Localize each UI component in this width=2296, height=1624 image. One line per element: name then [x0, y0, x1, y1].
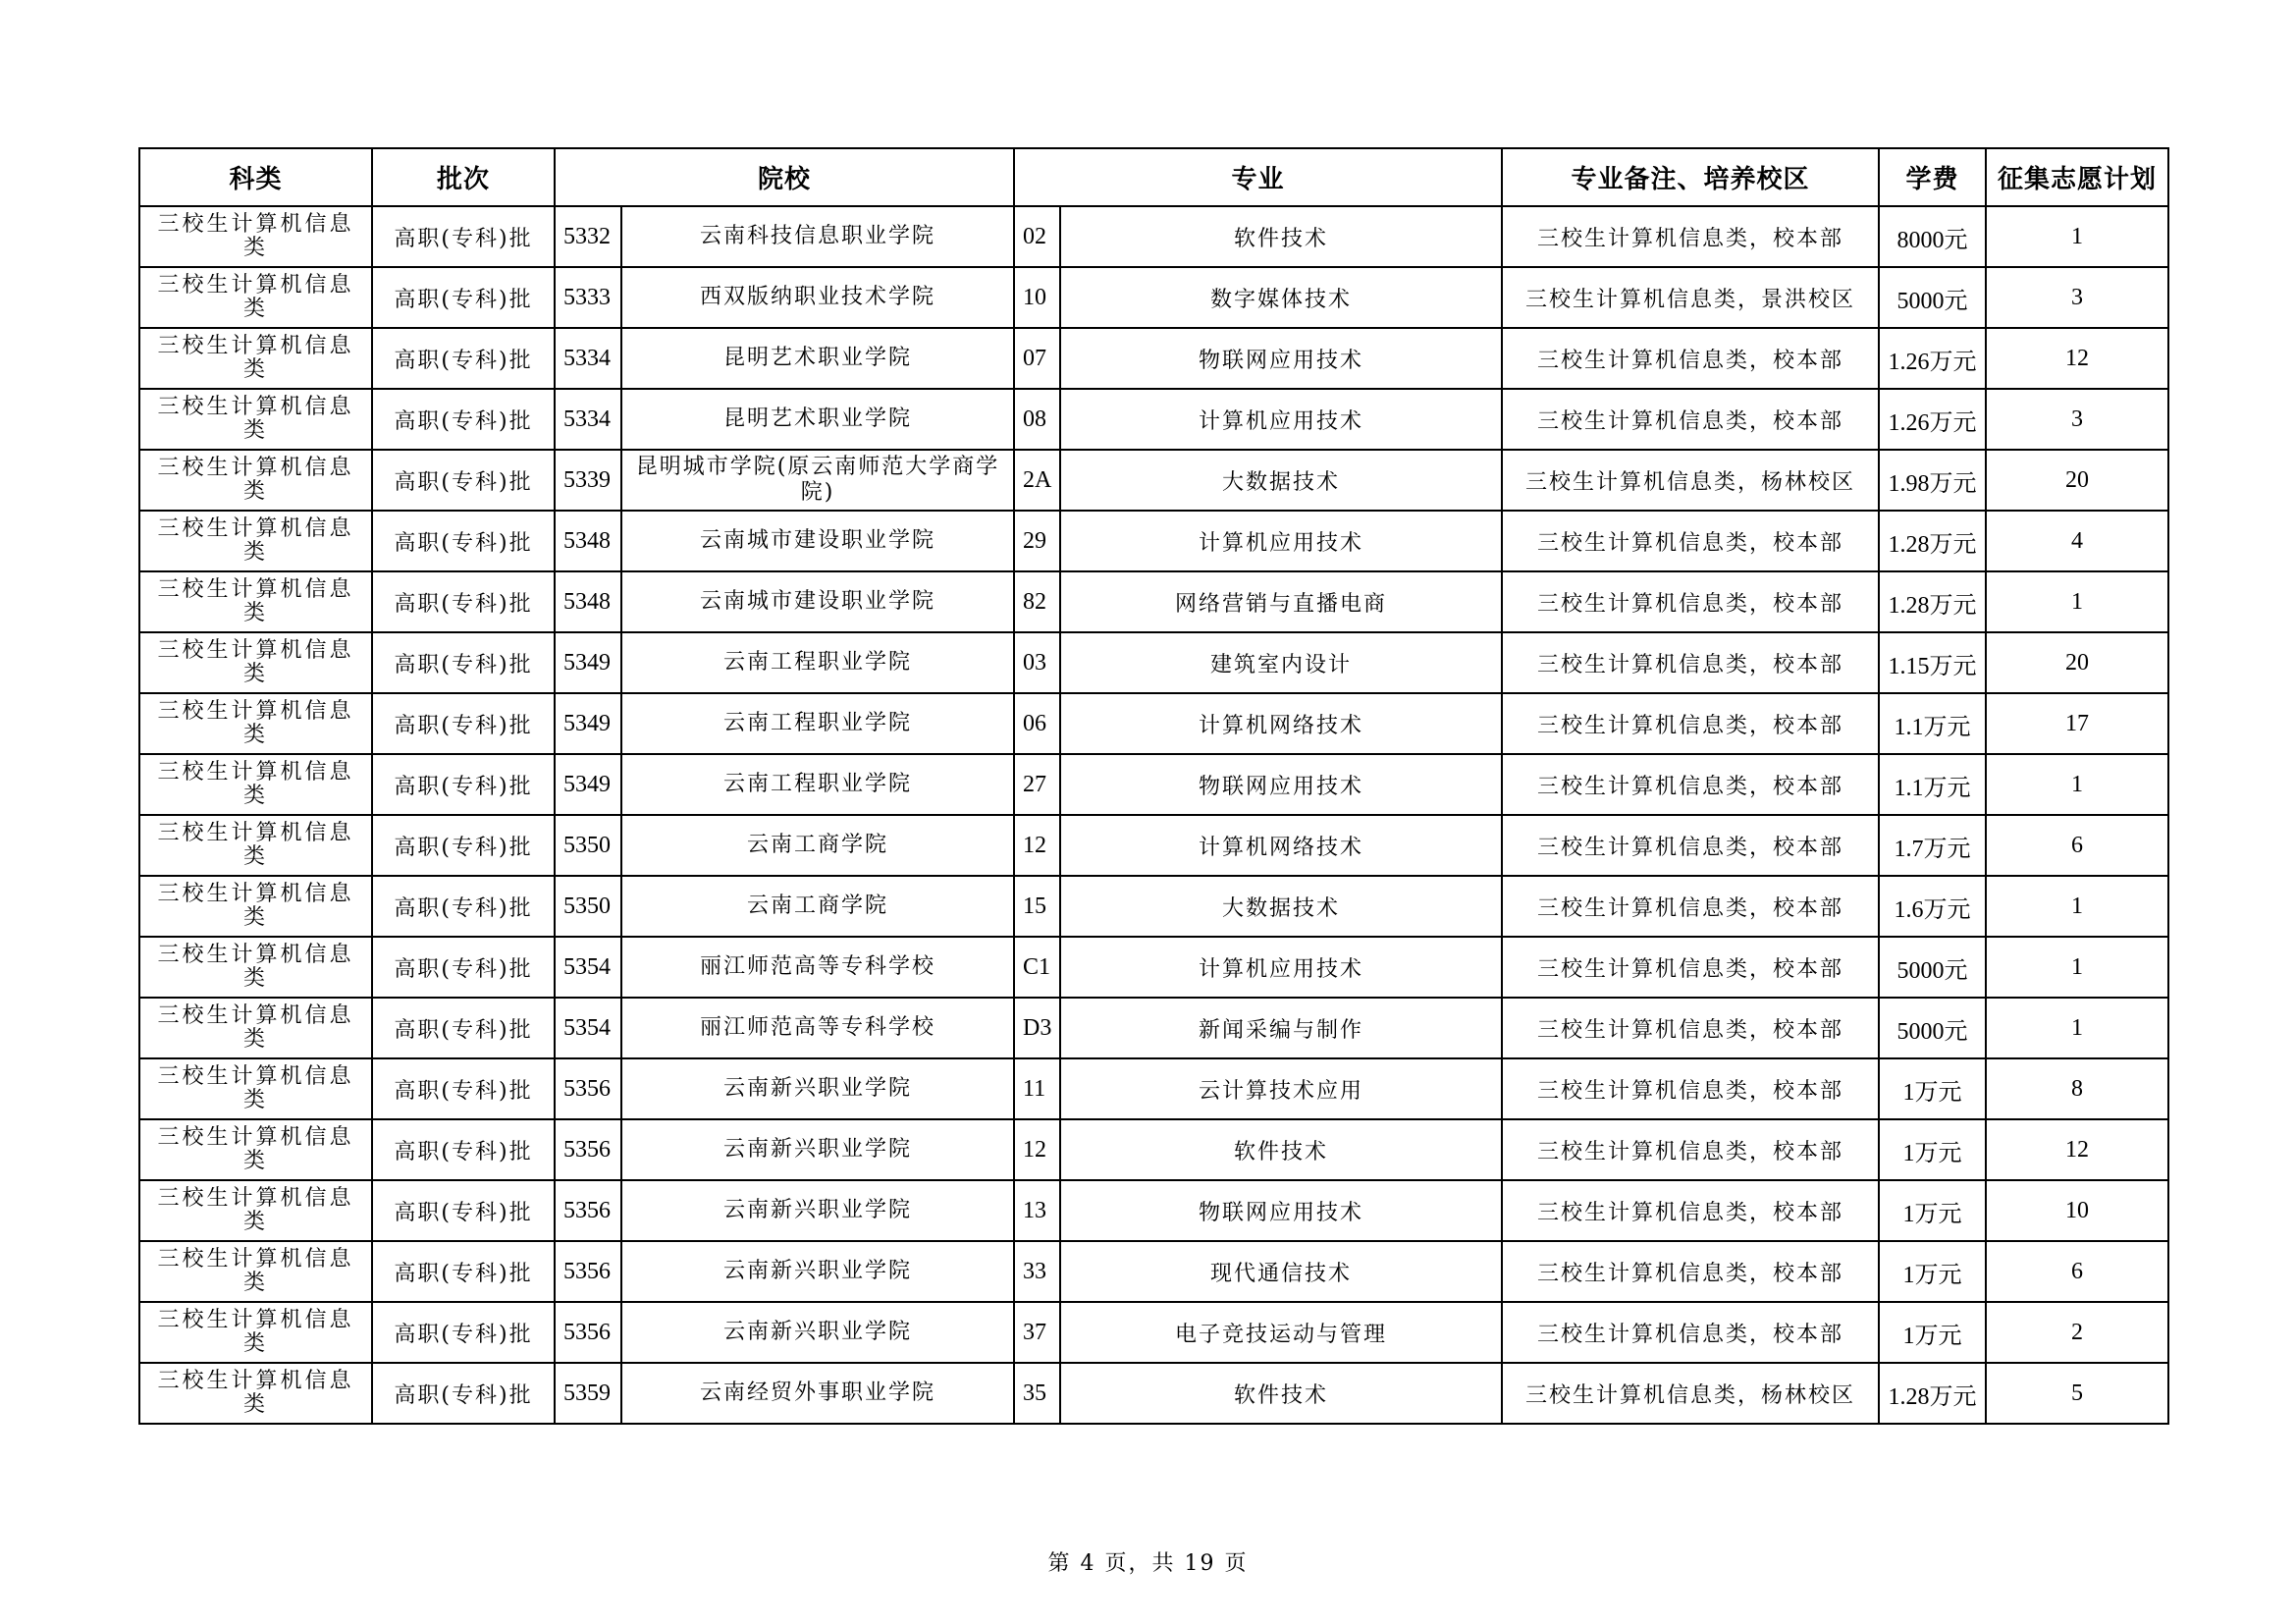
cell-major: 网络营销与直播电商	[1060, 571, 1502, 632]
cell-school-code: 5332	[555, 206, 621, 267]
cell-major-code: 15	[1014, 876, 1060, 937]
cell-school-code: 5339	[555, 450, 621, 511]
cell-school: 云南新兴职业学院	[621, 1241, 1014, 1302]
cell-note: 三校生计算机信息类，校本部	[1502, 754, 1879, 815]
cell-major-code: 06	[1014, 693, 1060, 754]
cell-note: 三校生计算机信息类，校本部	[1502, 328, 1879, 389]
cell-plan: 10	[1986, 1180, 2168, 1241]
cell-note: 三校生计算机信息类，校本部	[1502, 876, 1879, 937]
cell-plan: 12	[1986, 328, 2168, 389]
cell-batch: 高职(专科)批	[372, 389, 555, 450]
cell-school-code: 5334	[555, 328, 621, 389]
cell-note: 三校生计算机信息类，校本部	[1502, 998, 1879, 1058]
cell-major: 计算机应用技术	[1060, 937, 1502, 998]
table-row	[139, 206, 2168, 267]
cell-school-code: 5356	[555, 1058, 621, 1119]
header-fee: 学费	[1879, 148, 1986, 206]
cell-fee: 1.98万元	[1879, 450, 1986, 511]
cell-school: 云南工商学院	[621, 876, 1014, 937]
cell-fee: 5000元	[1879, 267, 1986, 328]
cell-major: 软件技术	[1060, 206, 1502, 267]
table-row	[139, 1302, 2168, 1363]
cell-batch: 高职(专科)批	[372, 1363, 555, 1424]
cell-major-code: 27	[1014, 754, 1060, 815]
cell-school-code: 5354	[555, 998, 621, 1058]
cell-major-code: 10	[1014, 267, 1060, 328]
cell-batch: 高职(专科)批	[372, 1119, 555, 1180]
header-category: 科类	[139, 148, 372, 206]
cell-major-code: 29	[1014, 511, 1060, 571]
cell-fee: 1万元	[1879, 1119, 1986, 1180]
cell-batch: 高职(专科)批	[372, 815, 555, 876]
cell-school: 云南新兴职业学院	[621, 1058, 1014, 1119]
cell-category: 三校生计算机信息类	[139, 206, 372, 267]
table-row	[139, 1180, 2168, 1241]
cell-fee: 1.26万元	[1879, 328, 1986, 389]
cell-fee: 1万元	[1879, 1180, 1986, 1241]
cell-category: 三校生计算机信息类	[139, 754, 372, 815]
cell-major: 计算机应用技术	[1060, 389, 1502, 450]
cell-batch: 高职(专科)批	[372, 511, 555, 571]
cell-school: 云南新兴职业学院	[621, 1302, 1014, 1363]
cell-school-code: 5350	[555, 815, 621, 876]
cell-category: 三校生计算机信息类	[139, 998, 372, 1058]
table-row	[139, 1058, 2168, 1119]
cell-plan: 1	[1986, 998, 2168, 1058]
cell-school-code: 5356	[555, 1180, 621, 1241]
cell-note: 三校生计算机信息类，校本部	[1502, 1302, 1879, 1363]
cell-school-code: 5350	[555, 876, 621, 937]
header-major: 专业	[1014, 148, 1502, 206]
cell-school: 丽江师范高等专科学校	[621, 998, 1014, 1058]
cell-batch: 高职(专科)批	[372, 632, 555, 693]
cell-batch: 高职(专科)批	[372, 206, 555, 267]
cell-plan: 12	[1986, 1119, 2168, 1180]
cell-category: 三校生计算机信息类	[139, 693, 372, 754]
cell-major-code: 37	[1014, 1302, 1060, 1363]
cell-school-code: 5349	[555, 693, 621, 754]
cell-category: 三校生计算机信息类	[139, 1302, 372, 1363]
cell-school: 昆明艺术职业学院	[621, 389, 1014, 450]
table-row	[139, 998, 2168, 1058]
cell-category: 三校生计算机信息类	[139, 1363, 372, 1424]
cell-school-code: 5356	[555, 1119, 621, 1180]
cell-major: 物联网应用技术	[1060, 754, 1502, 815]
cell-category: 三校生计算机信息类	[139, 876, 372, 937]
cell-school-code: 5348	[555, 571, 621, 632]
cell-major-code: 12	[1014, 1119, 1060, 1180]
cell-school: 云南科技信息职业学院	[621, 206, 1014, 267]
cell-plan: 1	[1986, 876, 2168, 937]
cell-category: 三校生计算机信息类	[139, 1180, 372, 1241]
cell-batch: 高职(专科)批	[372, 328, 555, 389]
cell-fee: 1.28万元	[1879, 1363, 1986, 1424]
cell-major-code: 2A	[1014, 450, 1060, 511]
table-row	[139, 389, 2168, 450]
cell-major: 云计算技术应用	[1060, 1058, 1502, 1119]
cell-school: 云南城市建设职业学院	[621, 571, 1014, 632]
cell-school-code: 5348	[555, 511, 621, 571]
cell-fee: 1万元	[1879, 1241, 1986, 1302]
cell-plan: 2	[1986, 1302, 2168, 1363]
cell-note: 三校生计算机信息类，校本部	[1502, 1241, 1879, 1302]
cell-school: 西双版纳职业技术学院	[621, 267, 1014, 328]
cell-major: 计算机网络技术	[1060, 693, 1502, 754]
table-row	[139, 1363, 2168, 1424]
cell-note: 三校生计算机信息类，校本部	[1502, 937, 1879, 998]
cell-school: 云南工程职业学院	[621, 693, 1014, 754]
cell-batch: 高职(专科)批	[372, 937, 555, 998]
cell-plan: 1	[1986, 754, 2168, 815]
cell-school: 昆明城市学院(原云南师范大学商学院)	[621, 450, 1014, 511]
cell-category: 三校生计算机信息类	[139, 450, 372, 511]
cell-batch: 高职(专科)批	[372, 1241, 555, 1302]
cell-category: 三校生计算机信息类	[139, 511, 372, 571]
cell-major: 新闻采编与制作	[1060, 998, 1502, 1058]
cell-batch: 高职(专科)批	[372, 998, 555, 1058]
cell-major-code: 12	[1014, 815, 1060, 876]
header-batch: 批次	[372, 148, 555, 206]
table-row	[139, 693, 2168, 754]
cell-category: 三校生计算机信息类	[139, 632, 372, 693]
cell-major-code: 11	[1014, 1058, 1060, 1119]
cell-category: 三校生计算机信息类	[139, 328, 372, 389]
cell-fee: 1.7万元	[1879, 815, 1986, 876]
cell-note: 三校生计算机信息类，校本部	[1502, 1180, 1879, 1241]
cell-note: 三校生计算机信息类，校本部	[1502, 1058, 1879, 1119]
cell-school-code: 5349	[555, 754, 621, 815]
cell-batch: 高职(专科)批	[372, 267, 555, 328]
cell-fee: 1.1万元	[1879, 754, 1986, 815]
cell-fee: 1万元	[1879, 1058, 1986, 1119]
cell-plan: 3	[1986, 267, 2168, 328]
cell-plan: 20	[1986, 450, 2168, 511]
table-header-row	[139, 148, 2168, 206]
cell-major-code: 33	[1014, 1241, 1060, 1302]
cell-fee: 1.1万元	[1879, 693, 1986, 754]
cell-school-code: 5356	[555, 1302, 621, 1363]
cell-school: 云南城市建设职业学院	[621, 511, 1014, 571]
cell-plan: 4	[1986, 511, 2168, 571]
cell-major-code: 03	[1014, 632, 1060, 693]
cell-major: 大数据技术	[1060, 450, 1502, 511]
cell-major-code: C1	[1014, 937, 1060, 998]
cell-category: 三校生计算机信息类	[139, 389, 372, 450]
cell-fee: 1.28万元	[1879, 511, 1986, 571]
cell-fee: 5000元	[1879, 998, 1986, 1058]
cell-plan: 3	[1986, 389, 2168, 450]
table-row	[139, 267, 2168, 328]
table-row	[139, 511, 2168, 571]
cell-plan: 5	[1986, 1363, 2168, 1424]
cell-note: 三校生计算机信息类，杨林校区	[1502, 450, 1879, 511]
cell-major-code: 07	[1014, 328, 1060, 389]
cell-major: 电子竞技运动与管理	[1060, 1302, 1502, 1363]
cell-category: 三校生计算机信息类	[139, 1241, 372, 1302]
cell-school-code: 5359	[555, 1363, 621, 1424]
cell-school-code: 5334	[555, 389, 621, 450]
cell-school: 云南新兴职业学院	[621, 1119, 1014, 1180]
cell-school-code: 5333	[555, 267, 621, 328]
cell-major: 数字媒体技术	[1060, 267, 1502, 328]
cell-plan: 1	[1986, 571, 2168, 632]
cell-major: 现代通信技术	[1060, 1241, 1502, 1302]
cell-note: 三校生计算机信息类，杨林校区	[1502, 1363, 1879, 1424]
table-row	[139, 937, 2168, 998]
cell-plan: 20	[1986, 632, 2168, 693]
cell-batch: 高职(专科)批	[372, 450, 555, 511]
cell-fee: 5000元	[1879, 937, 1986, 998]
table-row	[139, 754, 2168, 815]
cell-category: 三校生计算机信息类	[139, 267, 372, 328]
cell-fee: 1.28万元	[1879, 571, 1986, 632]
cell-note: 三校生计算机信息类，校本部	[1502, 206, 1879, 267]
cell-school: 云南工商学院	[621, 815, 1014, 876]
cell-school-code: 5356	[555, 1241, 621, 1302]
cell-note: 三校生计算机信息类，校本部	[1502, 1119, 1879, 1180]
cell-major: 建筑室内设计	[1060, 632, 1502, 693]
cell-major: 大数据技术	[1060, 876, 1502, 937]
cell-school: 云南新兴职业学院	[621, 1180, 1014, 1241]
cell-major-code: D3	[1014, 998, 1060, 1058]
cell-batch: 高职(专科)批	[372, 754, 555, 815]
cell-school: 昆明艺术职业学院	[621, 328, 1014, 389]
cell-category: 三校生计算机信息类	[139, 815, 372, 876]
cell-category: 三校生计算机信息类	[139, 1058, 372, 1119]
cell-plan: 8	[1986, 1058, 2168, 1119]
cell-major: 软件技术	[1060, 1363, 1502, 1424]
cell-plan: 1	[1986, 937, 2168, 998]
cell-major: 计算机网络技术	[1060, 815, 1502, 876]
cell-note: 三校生计算机信息类，景洪校区	[1502, 267, 1879, 328]
cell-major: 物联网应用技术	[1060, 1180, 1502, 1241]
cell-category: 三校生计算机信息类	[139, 571, 372, 632]
cell-major-code: 02	[1014, 206, 1060, 267]
table-row	[139, 450, 2168, 511]
table-row	[139, 328, 2168, 389]
cell-category: 三校生计算机信息类	[139, 1119, 372, 1180]
cell-major: 软件技术	[1060, 1119, 1502, 1180]
cell-batch: 高职(专科)批	[372, 693, 555, 754]
cell-batch: 高职(专科)批	[372, 1180, 555, 1241]
table-row	[139, 1241, 2168, 1302]
cell-school: 丽江师范高等专科学校	[621, 937, 1014, 998]
cell-batch: 高职(专科)批	[372, 1302, 555, 1363]
cell-batch: 高职(专科)批	[372, 1058, 555, 1119]
cell-fee: 1.15万元	[1879, 632, 1986, 693]
cell-note: 三校生计算机信息类，校本部	[1502, 693, 1879, 754]
table-row	[139, 632, 2168, 693]
header-school: 院校	[555, 148, 1014, 206]
cell-plan: 6	[1986, 1241, 2168, 1302]
table-row	[139, 1119, 2168, 1180]
page-number: 第 4 页，共 19 页	[1047, 1551, 1249, 1576]
header-plan: 征集志愿计划	[1986, 148, 2168, 206]
cell-school: 云南经贸外事职业学院	[621, 1363, 1014, 1424]
cell-school: 云南工程职业学院	[621, 632, 1014, 693]
cell-fee: 1.26万元	[1879, 389, 1986, 450]
table-row	[139, 815, 2168, 876]
cell-major: 计算机应用技术	[1060, 511, 1502, 571]
cell-major: 物联网应用技术	[1060, 328, 1502, 389]
cell-category: 三校生计算机信息类	[139, 937, 372, 998]
cell-note: 三校生计算机信息类，校本部	[1502, 632, 1879, 693]
table-body	[139, 206, 2168, 1424]
cell-plan: 17	[1986, 693, 2168, 754]
cell-note: 三校生计算机信息类，校本部	[1502, 571, 1879, 632]
cell-major-code: 08	[1014, 389, 1060, 450]
cell-fee: 8000元	[1879, 206, 1986, 267]
cell-note: 三校生计算机信息类，校本部	[1502, 815, 1879, 876]
enrollment-plan-table	[138, 147, 2169, 1425]
cell-school-code: 5349	[555, 632, 621, 693]
cell-major-code: 82	[1014, 571, 1060, 632]
cell-fee: 1.6万元	[1879, 876, 1986, 937]
cell-major-code: 35	[1014, 1363, 1060, 1424]
table-row	[139, 571, 2168, 632]
cell-note: 三校生计算机信息类，校本部	[1502, 511, 1879, 571]
cell-school-code: 5354	[555, 937, 621, 998]
cell-plan: 1	[1986, 206, 2168, 267]
cell-plan: 6	[1986, 815, 2168, 876]
cell-fee: 1万元	[1879, 1302, 1986, 1363]
table-row	[139, 876, 2168, 937]
cell-batch: 高职(专科)批	[372, 571, 555, 632]
cell-batch: 高职(专科)批	[372, 876, 555, 937]
header-note: 专业备注、培养校区	[1502, 148, 1879, 206]
cell-major-code: 13	[1014, 1180, 1060, 1241]
cell-school: 云南工程职业学院	[621, 754, 1014, 815]
cell-note: 三校生计算机信息类，校本部	[1502, 389, 1879, 450]
